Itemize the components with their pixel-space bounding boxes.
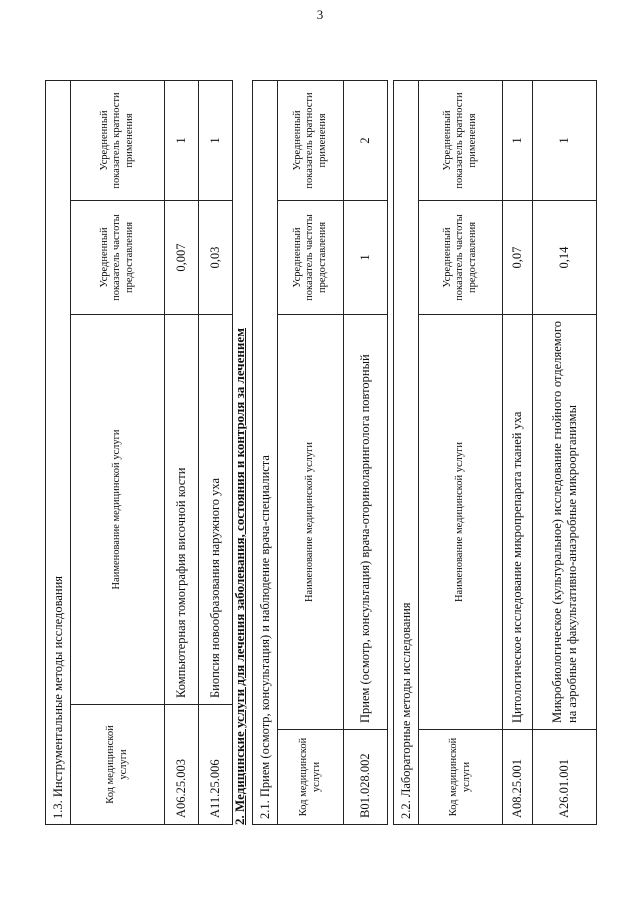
row-name: Биопсия новообразования наружного уха — [199, 315, 233, 705]
row-multiplicity: 1 — [199, 80, 233, 200]
table-row — [344, 80, 388, 824]
table-specialist-consultation — [252, 80, 388, 825]
header-frequency: Усредненный показатель частоты предоставления — [419, 201, 503, 315]
header-name: Наименование медицинской услуги — [278, 315, 344, 730]
header-frequency: Усредненный показатель частоты предоставления — [278, 201, 344, 315]
header-name: Наименование медицинской услуги — [419, 315, 503, 730]
row-code: A26.01.001 — [533, 730, 597, 825]
row-frequency: 0,07 — [503, 201, 533, 315]
table-row — [165, 80, 199, 824]
table-title: 2.2. Лабораторные методы исследования — [394, 80, 419, 824]
row-frequency: 0,14 — [533, 201, 597, 315]
header-code: Код медицинской услуги — [419, 730, 503, 825]
section-heading: 2. Медицинские услуги для лечения заболевания, состояния и контроля за лечением — [232, 327, 247, 825]
header-multiplicity: Усредненный показатель кратности применения — [71, 80, 165, 200]
table-row — [503, 80, 533, 824]
row-multiplicity: 1 — [533, 80, 597, 200]
row-name: Микробиологическое (культуральное) исследование гнойного отделяемого на аэробные и факультативно-анаэробные микроорганизмы — [533, 315, 597, 730]
row-frequency: 0,007 — [165, 201, 199, 315]
table-laboratory-methods — [393, 80, 597, 825]
row-code: A06.25.003 — [165, 705, 199, 825]
header-name: Наименование медицинской услуги — [71, 315, 165, 705]
header-multiplicity: Усредненный показатель кратности применения — [419, 80, 503, 200]
row-name: Компьютерная томография височной кости — [165, 315, 199, 705]
row-frequency: 0,03 — [199, 201, 233, 315]
header-code: Код медицинской услуги — [71, 705, 165, 825]
row-multiplicity: 1 — [165, 80, 199, 200]
table-title: 2.1. Прием (осмотр, консультация) и наблюдение врача-специалиста — [253, 80, 278, 824]
header-code: Код медицинской услуги — [278, 730, 344, 825]
table-title: 1.3. Инструментальные методы исследования — [46, 80, 71, 824]
row-name: Прием (осмотр, консультация) врача-оториноларинголога повторный — [344, 315, 388, 730]
header-frequency: Усредненный показатель частоты предоставления — [71, 201, 165, 315]
row-multiplicity: 1 — [503, 80, 533, 200]
row-multiplicity: 2 — [344, 80, 388, 200]
header-multiplicity: Усредненный показатель кратности применения — [278, 80, 344, 200]
table-row — [533, 80, 597, 824]
row-frequency: 1 — [344, 201, 388, 315]
table-row — [199, 80, 233, 824]
row-code: B01.028.002 — [344, 730, 388, 825]
row-code: A08.25.001 — [503, 730, 533, 825]
table-instrumental-methods — [45, 80, 233, 825]
page-number: 3 — [316, 7, 324, 22]
row-code: A11.25.006 — [199, 705, 233, 825]
row-name: Цитологическое исследование микропрепарата тканей уха — [503, 315, 533, 730]
